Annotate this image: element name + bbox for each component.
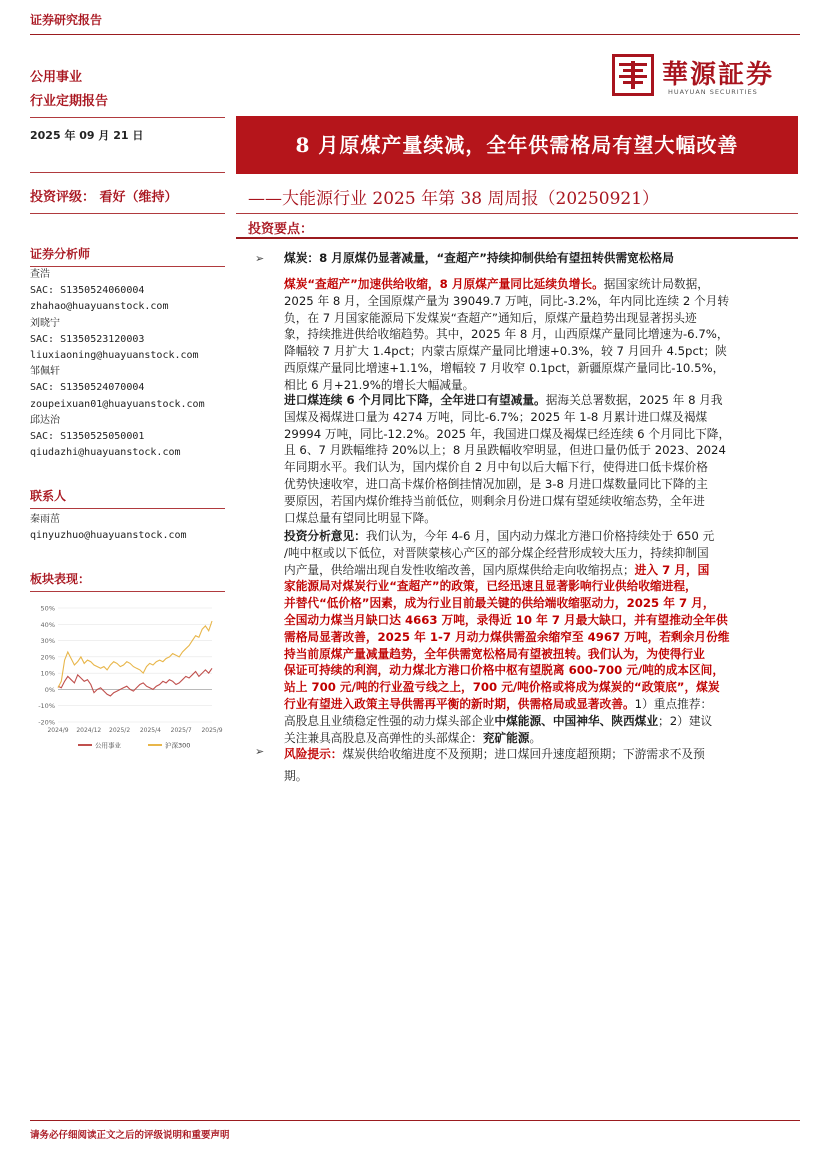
paragraph-coal-output <box>284 276 799 394</box>
highlight-text: 进入 7 月，国 <box>634 562 710 577</box>
logo-mark-icon <box>612 54 654 96</box>
legend-label: 沪深300 <box>165 741 191 750</box>
analyst-line: 查浩 <box>30 269 50 280</box>
x-tick-label: 2024/9 <box>47 727 69 734</box>
text-line: 据国家统计局数据， <box>603 277 709 291</box>
analyst-line: 刘晓宁 <box>30 317 60 329</box>
y-tick-label: -20% <box>38 718 55 727</box>
analyst-email[interactable]: zhahao@huayuanstock.com <box>30 301 169 313</box>
performance-chart <box>30 600 223 752</box>
report-category: 行业定期报告 <box>30 94 109 109</box>
analyst-email[interactable]: liuxiaoning@huayuanstock.com <box>30 350 199 362</box>
text-line: 且 6、7 月跌幅维持 20%以上；8 月虽跌幅收窄明显，但进口量仍低于 2023、2024 <box>284 443 726 458</box>
highlight-text: 站上 700 元/吨的行业盈亏线之上，700 元/吨价格或将成为煤炭的“政策底”，煤炭 <box>284 680 720 695</box>
text-line: 象，持续推进供给收缩趋势。其中，2025 年 8 月，山西原煤产量同比增速为-6.7%， <box>284 327 729 342</box>
divider <box>236 213 798 214</box>
text-line: 负，在 7 月国家能源局下发煤炭“查超产”通知后，原煤产量趋势出现显著拐头迹 <box>284 310 697 325</box>
text-line: 29994 万吨，同比-12.2%。2025 年，我国进口煤及褐煤已经连续 6 个月同比下降， <box>284 426 731 441</box>
text-line: 煤炭供给收缩进度不及预期；进口煤回升速度超预期；下游需求不及预 <box>342 747 705 761</box>
paragraph-lead: 投资分析意见： <box>284 529 366 543</box>
text-line: 西原煤产量同比增速+1.1%，增幅较 7 月收窄 0.1pct，新疆原煤产量同比-10.5%， <box>284 360 725 375</box>
analyst-line: 邱达治 <box>30 414 60 426</box>
key-points-heading: 投资要点： <box>248 222 314 237</box>
paragraph-lead: 进口煤连续 6 个月同比下降，全年进口有望减量。 <box>284 393 546 407</box>
analyst-line: SAC: S1350523120003 <box>30 333 145 345</box>
footer-divider <box>30 1120 800 1121</box>
industry-label: 公用事业 <box>30 70 83 85</box>
logo-text-cn: 華源証券 <box>662 60 775 90</box>
analyst-line: SAC: S1350524060004 <box>30 285 145 297</box>
performance-heading: 板块表现： <box>30 570 225 592</box>
divider <box>30 213 225 214</box>
paragraph-coal-imports <box>284 392 799 526</box>
highlight-text: 家能源局对煤炭行业“查超产”的政策，已经迅速且显著影响行业供给收缩进程， <box>284 579 697 594</box>
text-line: 内产量，供给端出现自发性收缩改善，国内原煤供给走向收缩拐点； <box>284 562 635 577</box>
text-line: 1）重点推荐： <box>634 696 713 711</box>
paragraph-investment-view <box>284 528 799 746</box>
report-date: 2025 年 09 月 21 日 <box>30 129 144 142</box>
y-tick-label: 30% <box>40 637 55 646</box>
x-tick-label: 2025/7 <box>170 727 192 734</box>
highlight-text: 持当前原煤产量减量趋势，全年供需宽松格局有望被扭转。我们认为，为使得行业 <box>284 646 705 661</box>
footer-disclaimer: 请务必仔细阅读正文之后的评级说明和重要声明 <box>30 1130 230 1141</box>
text-line: 相比 6 月+21.9%的增长大幅减量。 <box>284 377 475 392</box>
investment-rating: 投资评级： 看好（维持） <box>30 190 178 205</box>
legend-label: 公用事业 <box>95 741 121 750</box>
title-band <box>236 116 798 174</box>
text-line: 国煤及褐煤进口量为 4274 万吨，同比-6.7%；2025 年 1-8 月累计进口煤及褐煤 <box>284 409 708 424</box>
coal-bullet-heading: 煤炭：8 月原煤仍显著减量，“查超产”持续抑制供给有望扭转供需宽松格局 <box>284 251 674 265</box>
text-line: 年同期水平。我们认为，国内煤价自 2 月中旬以后大幅下行，使得进口低卡煤价格 <box>284 460 708 475</box>
highlight-text: 并替代“低价格”因素，成为行业目前最关键的供给端收缩驱动力，2025 年 7 月， <box>284 596 715 611</box>
analyst-line: 邹佩轩 <box>30 366 60 378</box>
contact-email[interactable]: qinyuzhuo@huayuanstock.com <box>30 530 187 542</box>
analyst-line: SAC: S1350525050001 <box>30 431 145 443</box>
contact-list <box>30 512 187 544</box>
paragraph-lead: 煤炭“查超产”加速供给收缩，8 月原煤产量同比延续负增长。 <box>284 277 604 291</box>
text-line: 高股息且业绩稳定性强的动力煤头部企业 <box>284 713 495 728</box>
text-line: 我们认为，今年 4-6 月，国内动力煤北方港口价格持续处于 650 元 <box>365 529 715 543</box>
report-subtitle: ——大能源行业 2025 年第 38 周周报（20250921） <box>248 189 660 209</box>
x-tick-label: 2025/4 <box>139 727 161 734</box>
contact-heading: 联系人 <box>30 487 225 509</box>
text-line: 期。 <box>284 769 308 783</box>
text-line: /吨中枢或以下低位，对晋陕蒙核心产区的部分煤企经营形成较大压力，持续抑制国 <box>284 545 709 560</box>
recommended-stock: 兖矿能源 <box>482 730 530 745</box>
text-line: 。 <box>529 730 542 745</box>
text-line: 2025 年 8 月，全国原煤产量为 39049.7 万吨，同比-3.2%，年内同比连续 2 个月转 <box>284 293 730 308</box>
recommended-stocks: 中煤能源、中国神华、陕西煤业 <box>494 713 659 728</box>
analysts-list <box>30 267 205 461</box>
series-line <box>58 668 212 696</box>
highlight-text: 保证可持续的利润，动力煤北方港口价格中枢有望脱离 600-700 元/吨的成本区间， <box>284 663 725 678</box>
report-type-label: 证券研究报告 <box>30 13 103 27</box>
y-tick-label: 40% <box>40 620 55 629</box>
header-divider <box>30 34 800 35</box>
analyst-line: SAC: S1350524070004 <box>30 382 145 394</box>
highlight-text: 行业有望进入政策主导供需再平衡的新时期，供需格局或显著改善。 <box>284 696 635 711</box>
logo-text-en: HUAYUAN SECURITIES <box>668 88 758 96</box>
bullet-icon: ➢ <box>255 745 265 758</box>
text-line: 据海关总署数据，2025 年 8 月我 <box>545 393 723 407</box>
risk-label: 风险提示： <box>284 747 343 761</box>
analyst-email[interactable]: zoupeixuan01@huayuanstock.com <box>30 398 205 410</box>
text-line: 降幅较 7 月扩大 1.4pct；内蒙古原煤产量同比增速+0.3%，较 7 月回升 4.5pct；陕 <box>284 344 727 359</box>
bullet-icon: ➢ <box>255 252 265 265</box>
x-tick-label: 2025/9 <box>201 727 223 734</box>
divider <box>236 237 798 239</box>
y-tick-label: 10% <box>40 669 55 678</box>
divider <box>30 172 225 173</box>
report-title: 8 月原煤产量续减，全年供需格局有望大幅改善 <box>295 133 739 157</box>
x-tick-label: 2025/2 <box>109 727 131 734</box>
y-tick-label: -10% <box>38 702 55 711</box>
analysts-heading: 证券分析师 <box>30 245 225 267</box>
text-line: 口煤总量有望同比明显下降。 <box>284 510 436 525</box>
analyst-email[interactable]: qiudazhi@huayuanstock.com <box>30 447 181 459</box>
text-line: ；2）建议 <box>658 713 713 728</box>
risk-warning <box>284 743 799 787</box>
text-line: 优势快速收窄，进口高卡煤价格倒挂情况加剧，是 3-8 月进口煤数量同比下降的主 <box>284 476 708 491</box>
y-tick-label: 50% <box>40 604 55 613</box>
contact-name: 秦雨茁 <box>30 514 60 525</box>
text-line: 关注兼具高股息及高弹性的头部煤企： <box>284 730 483 745</box>
huayuan-logo <box>612 54 802 100</box>
x-tick-label: 2024/12 <box>76 727 102 734</box>
text-line: 要原因，若国内煤价维持当前低位，则剩余月份进口煤有望延续收缩态势，全年进 <box>284 493 705 508</box>
divider <box>30 117 225 118</box>
y-tick-label: 0% <box>44 685 55 694</box>
highlight-text: 全国动力煤当月缺口达 4663 万吨，录得近 10 年 7 月最大缺口，并有望推动全年供 <box>284 612 728 627</box>
y-tick-label: 20% <box>40 653 55 662</box>
highlight-text: 需格局显著改善，2025 年 1-7 月动力煤供需盈余缩窄至 4967 万吨，若剩余月份维 <box>284 629 730 644</box>
